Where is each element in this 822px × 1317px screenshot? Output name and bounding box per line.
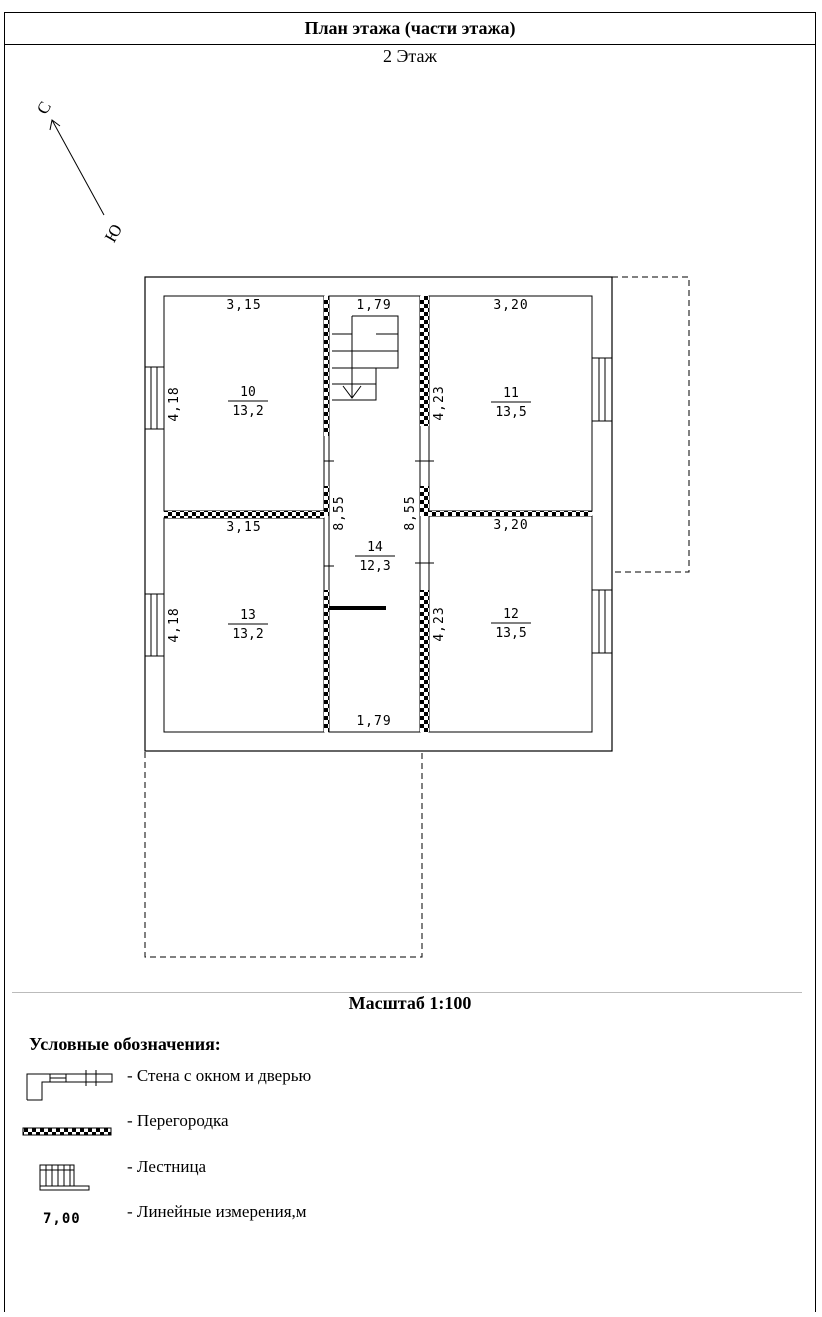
compass-north-label: С: [32, 98, 55, 118]
compass-south-label: Ю: [100, 220, 127, 246]
room-11-width: 3,20: [493, 298, 529, 313]
hall-bar: [329, 606, 386, 610]
window-right-upper-icon: [592, 358, 612, 421]
room-13-area: 13,2: [232, 627, 264, 642]
room-12: [429, 516, 592, 732]
room-10-length: 4,18: [167, 386, 182, 422]
room-11-length: 4,23: [432, 385, 447, 421]
plan-title: План этажа (части этажа): [4, 12, 816, 45]
room-14-length-right: 8,55: [403, 495, 418, 531]
balcony-outline: [612, 277, 689, 572]
room-13-number: 13: [240, 608, 256, 623]
room-11-number: 11: [503, 386, 519, 401]
partitions: [164, 296, 592, 732]
room-14-width-top: 1,79: [356, 298, 392, 313]
room-12-area: 13,5: [495, 626, 527, 641]
room-12-width: 3,20: [493, 518, 529, 533]
room-12-number: 12: [503, 607, 519, 622]
legend-item-stairs: - Лестница: [127, 1157, 207, 1176]
room-12-length: 4,23: [432, 606, 447, 642]
room-10-width: 3,15: [226, 298, 262, 313]
room-14-length-left: 8,55: [332, 495, 347, 531]
legend-sample-dimension: 7,00: [43, 1211, 81, 1227]
window-left-lower-icon: [145, 594, 164, 656]
room-13-length: 4,18: [167, 607, 182, 643]
room-11: [429, 296, 592, 511]
legend-partition-symbol: [23, 1128, 111, 1135]
room-10-number: 10: [240, 385, 256, 400]
scale-label: Масштаб 1:100: [348, 993, 472, 1013]
legend-stair-symbol-icon: [40, 1165, 89, 1190]
terrace-outline: [145, 752, 422, 957]
window-right-lower-icon: [592, 590, 612, 653]
legend-item-partition: - Перегородка: [127, 1111, 229, 1130]
room-13-width: 3,15: [226, 520, 262, 535]
floor-label: 2 Этаж: [383, 46, 437, 66]
legend-wall-symbol-icon: [27, 1070, 112, 1100]
window-left-upper-icon: [145, 367, 164, 429]
room-11-area: 13,5: [495, 405, 527, 420]
legend-title: Условные обозначения:: [29, 1034, 221, 1054]
room-14-area: 12,3: [359, 559, 391, 574]
room-13: [164, 518, 324, 732]
staircase-icon: [332, 316, 398, 400]
room-14-number: 14: [367, 540, 383, 555]
legend-item-dimensions: - Линейные измерения,м: [127, 1202, 307, 1221]
room-14-width-bottom: 1,79: [356, 714, 392, 729]
legend-item-wall: - Стена с окном и дверью: [127, 1066, 312, 1085]
compass-arrow-icon: [50, 120, 104, 215]
room-10-area: 13,2: [232, 404, 264, 419]
